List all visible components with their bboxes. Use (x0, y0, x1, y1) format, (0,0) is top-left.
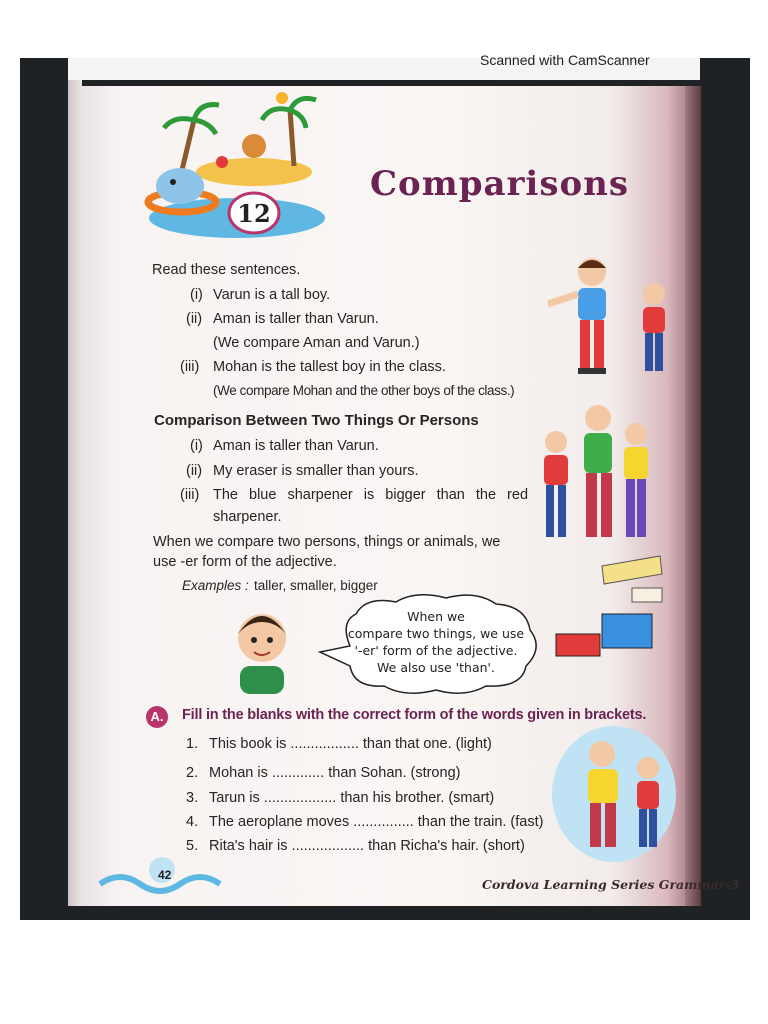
section-num-1: (i) (190, 438, 203, 454)
section-num-2: (ii) (186, 463, 203, 479)
exercise-num-5: 5. (186, 838, 199, 854)
chapter-number: 12 (237, 199, 271, 228)
boys-height-illustration (542, 250, 672, 392)
exercise-num-1: 1. (186, 736, 199, 752)
series-footer: Cordova Learning Series Grammar-3 (482, 877, 740, 892)
chapter-title: Comparisons (370, 164, 630, 204)
exercise-text-1: This book is ................. than that one. (light) (209, 736, 492, 752)
bubble-line-1: When we (407, 609, 465, 624)
exercise-text-2: Mohan is ............. than Sohan. (strong) (209, 765, 461, 781)
speech-bubble-text (330, 608, 542, 676)
eraser-sharpener-illustration (552, 554, 672, 674)
intro-lead: Read these sentences. (152, 262, 301, 278)
intro-text-1: Varun is a tall boy. (213, 287, 331, 303)
exercise-num-3: 3. (186, 790, 199, 806)
intro-text-4: Mohan is the tallest boy in the class. (213, 359, 446, 375)
section-heading: Comparison Between Two Things Or Persons (154, 412, 479, 429)
bubble-line-2: compare two things, we use (347, 626, 525, 641)
watermark-bottom: Scanned with CamScanner (476, 903, 646, 919)
bubble-line-4: We also use 'than'. (377, 660, 495, 675)
intro-text-3: (We compare Aman and Varun.) (213, 335, 420, 351)
three-boys-illustration (536, 402, 672, 552)
boy-face-illustration (228, 602, 296, 694)
examples-label: Examples : (182, 578, 249, 593)
section-text-1: Aman is taller than Varun. (213, 438, 379, 454)
exercise-num-4: 4. (186, 814, 199, 830)
exercise-illustration (550, 724, 678, 864)
intro-num-2: (ii) (186, 311, 203, 327)
bubble-line-3: '-er' form of the adjective. (354, 643, 518, 658)
exercise-badge: A. (146, 706, 168, 728)
exercise-text-4: The aeroplane moves ............... than the train. (fast) (209, 814, 544, 830)
section-text-3: The blue sharpener is bigger than the red (213, 487, 529, 503)
intro-text-2: Aman is taller than Varun. (213, 311, 379, 327)
rule-line-1: When we compare two persons, things or animals, we (153, 534, 501, 550)
book-page (80, 86, 740, 906)
rule-line-2: use -er form of the adjective. (153, 554, 337, 570)
page-number: 42 (158, 868, 172, 882)
intro-num-4: (iii) (180, 359, 200, 375)
exercise-text-5: Rita's hair is .................. than Richa's hair. (short) (209, 838, 525, 854)
section-num-3: (iii) (180, 487, 200, 503)
watermark-top: Scanned with CamScanner (480, 52, 650, 68)
page-edge (685, 86, 701, 906)
section-text-4: sharpener. (213, 509, 282, 525)
exercise-heading: Fill in the blanks with the correct form of the words given in brackets. (182, 707, 647, 723)
intro-num-1: (i) (190, 287, 203, 303)
exercise-text-3: Tarun is .................. than his brother. (smart) (209, 790, 495, 806)
section-text-2: My eraser is smaller than yours. (213, 463, 419, 479)
chapter-number-badge (226, 190, 282, 236)
examples-text: taller, smaller, bigger (254, 578, 378, 593)
intro-text-5: (We compare Mohan and the other boys of the class.) (213, 383, 515, 398)
exercise-num-2: 2. (186, 765, 199, 781)
